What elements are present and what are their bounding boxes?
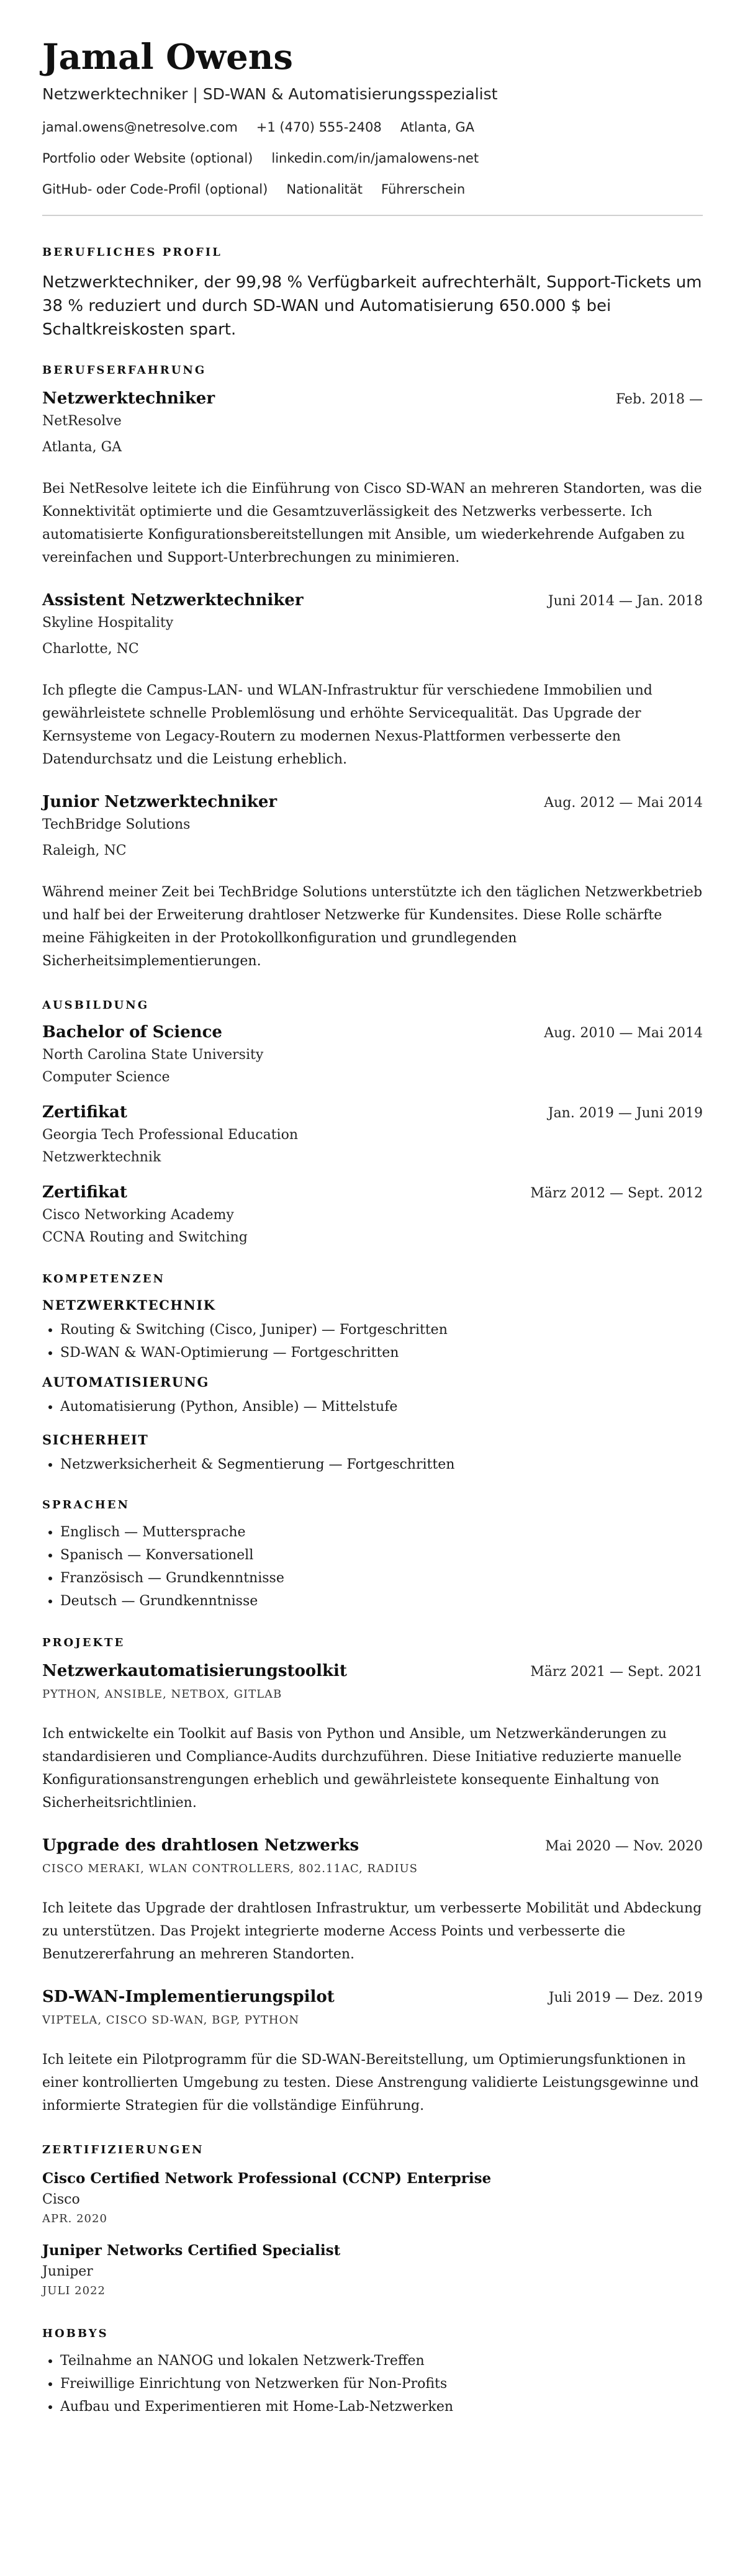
education-entry	[42, 1021, 703, 1089]
skill-item: • Automatisierung (Python, Ansible) — Mittelstufe	[60, 1395, 703, 1418]
job-location: Raleigh, NC	[42, 843, 127, 858]
field-of-study: Computer Science	[42, 1070, 170, 1085]
certification-date: JULI 2022	[42, 2284, 106, 2297]
project-entry-header	[42, 1660, 703, 1683]
language-item: • Deutsch — Grundkenntnisse	[60, 1590, 703, 1613]
education-section	[42, 998, 703, 1249]
education-entry-header	[42, 1101, 703, 1124]
degree: Bachelor of Science	[42, 1023, 222, 1042]
field-of-study: Netzwerktechnik	[42, 1150, 161, 1165]
certification-entry	[42, 2168, 703, 2228]
education-entry-header	[42, 1021, 703, 1044]
section-title-skills: KOMPETENZEN	[42, 1272, 165, 1286]
skill-item: • SD-WAN & WAN-Optimierung — Fortgeschritten	[60, 1341, 703, 1364]
candidate-headline: Netzwerktechniker | SD-WAN & Automatisierungsspezialist	[42, 85, 498, 103]
certification-date: APR. 2020	[42, 2212, 107, 2225]
experience-entry-header	[42, 589, 703, 612]
job-description: Während meiner Zeit bei TechBridge Solutions unterstützte ich den täglichen Netzwerkbetrieb und half bei der Erweiterung drahtloser Netzwerke für Kundensites. Diese Rolle schärfte meine Fähigkeiten in der Protokollkonfiguration und grundlegenden Sicherheitsimplementierungen.	[42, 885, 703, 969]
project-entry	[42, 1660, 703, 1814]
section-title-projects: PROJEKTE	[42, 1636, 125, 1649]
section-title-education: AUSBILDUNG	[42, 999, 150, 1012]
job-title: Assistent Netzwerktechniker	[42, 591, 304, 610]
certifications-section	[42, 2142, 703, 2300]
resume-header	[42, 36, 703, 199]
degree: Zertifikat	[42, 1103, 127, 1122]
hobby-item: • Teilnahme an NANOG und lokalen Netzwerk-Treffen	[60, 2349, 703, 2372]
contact-row-extra	[42, 180, 703, 199]
project-dates: März 2021 — Sept. 2021	[530, 1664, 703, 1680]
contact-email[interactable]: jamal.owens@netresolve.com	[42, 120, 238, 135]
project-dates: Juli 2019 — Dez. 2019	[548, 1990, 703, 2006]
skill-list	[42, 1453, 703, 1476]
education-entry	[42, 1181, 703, 1249]
hobby-item: • Freiwillige Einrichtung von Netzwerken für Non-Profits	[60, 2372, 703, 2395]
language-item: • Spanisch — Konversationell	[60, 1544, 703, 1567]
candidate-name: Jamal Owens	[42, 37, 293, 78]
contact-row-primary	[42, 118, 703, 137]
contact-row-links	[42, 149, 703, 168]
experience-entry	[42, 387, 703, 569]
job-description: Bei NetResolve leitete ich die Einführung von Cisco SD-WAN an mehreren Standorten, was die Konnektivität optimierte und die Gesamtzuverlässigkeit des Netzwerks verbesserte. Ich automatisierte Konfigurationsbereitstellungen mit Ansible, um wiederkehrende Aufgaben zu vereinfachen und Support-Unterbrechungen zu minimieren.	[42, 481, 702, 565]
project-description: Ich entwickelte ein Toolkit auf Basis von Python und Ansible, um Netzwerkänderungen zu standardisieren und Compliance-Audits durchzuführen. Diese Initiative reduzierte manuelle Konfigurationsanstrengungen erheblich und gewährleistete konsequente Einhaltung von Sicherheitsrichtlinien.	[42, 1726, 682, 1811]
certification-entry	[42, 2240, 703, 2300]
project-name: SD-WAN-Implementierungspilot	[42, 1988, 335, 2006]
project-description: Ich leitete ein Pilotprogramm für die SD-WAN-Bereitstellung, um Optimierungsfunktionen in einer kontrollierten Umgebung zu testen. Diese Anstrengung validierte Leistungsgewinne und informierte Strategien für die vollständige Einführung.	[42, 2052, 699, 2114]
skills-section	[42, 1271, 703, 1476]
profile-section	[42, 245, 703, 341]
contact-location: Atlanta, GA	[400, 120, 475, 135]
section-title-certifications: ZERTIFIZIERUNGEN	[42, 2143, 204, 2156]
job-description: Ich pflegte die Campus-LAN- und WLAN-Infrastruktur für verschiedene Immobilien und gewährleistete schnelle Problemlösung und erhöhte Servicequalität. Das Upgrade der Kernsysteme von Legacy-Routern zu modernen Nexus-Plattformen verbesserte den Datendurchsatz und die Leistung erheblich.	[42, 683, 652, 767]
education-dates: März 2012 — Sept. 2012	[530, 1186, 703, 1201]
job-company: NetResolve	[42, 413, 122, 429]
education-dates: Jan. 2019 — Juni 2019	[548, 1106, 703, 1121]
profile-summary: Netzwerktechniker, der 99,98 % Verfügbarkeit aufrechterhält, Support-Tickets um 38 % reduziert und durch SD-WAN und Automatisierung 650.000 $ bei Schaltkreiskosten spart.	[42, 273, 702, 339]
certification-issuer: Juniper	[42, 2264, 93, 2279]
contact-license: Führerschein	[381, 182, 466, 197]
experience-section	[42, 363, 703, 973]
hobbies-section	[42, 2326, 703, 2418]
certification-name: Juniper Networks Certified Specialist	[42, 2242, 341, 2259]
job-location: Atlanta, GA	[42, 439, 122, 455]
section-title-experience: BERUFSERFAHRUNG	[42, 364, 207, 377]
project-entry	[42, 1834, 703, 1966]
project-entry-header	[42, 1834, 703, 1857]
job-dates: Feb. 2018 —	[615, 392, 703, 407]
project-dates: Mai 2020 — Nov. 2020	[545, 1839, 703, 1854]
degree: Zertifikat	[42, 1183, 127, 1202]
skill-item: • Netzwerksicherheit & Segmentierung — Fortgeschritten	[60, 1453, 703, 1476]
section-title-profile: BERUFLICHES PROFIL	[42, 246, 222, 259]
education-entry-header	[42, 1181, 703, 1204]
job-dates: Aug. 2012 — Mai 2014	[544, 795, 703, 811]
experience-entry	[42, 791, 703, 973]
projects-section	[42, 1635, 703, 2117]
certification-name: Cisco Certified Network Professional (CCNP) Enterprise	[42, 2170, 492, 2187]
contact-linkedin[interactable]: linkedin.com/in/jamalowens-net	[271, 151, 479, 166]
job-company: Skyline Hospitality	[42, 615, 174, 631]
project-tech-stack: PYTHON, ANSIBLE, NETBOX, GITLAB	[42, 1688, 282, 1701]
institution: Georgia Tech Professional Education	[42, 1127, 298, 1143]
institution: North Carolina State University	[42, 1047, 264, 1063]
certification-issuer: Cisco	[42, 2192, 80, 2207]
field-of-study: CCNA Routing and Switching	[42, 1230, 248, 1245]
project-name: Upgrade des drahtlosen Netzwerks	[42, 1836, 359, 1855]
education-entry	[42, 1101, 703, 1169]
contact-phone[interactable]: +1 (470) 555-2408	[256, 120, 382, 135]
skill-category: AUTOMATISIERUNG	[42, 1374, 209, 1390]
header-divider	[42, 215, 703, 216]
project-entry-header	[42, 1986, 703, 2009]
project-name: Netzwerkautomatisierungstoolkit	[42, 1662, 347, 1680]
job-dates: Juni 2014 — Jan. 2018	[548, 593, 703, 609]
section-title-languages: SPRACHEN	[42, 1498, 130, 1511]
skill-category: NETZWERKTECHNIK	[42, 1297, 216, 1313]
experience-entry-header	[42, 791, 703, 814]
job-title: Junior Netzwerktechniker	[42, 793, 278, 811]
education-dates: Aug. 2010 — Mai 2014	[544, 1025, 703, 1041]
skill-list	[42, 1395, 703, 1418]
skill-category: SICHERHEIT	[42, 1432, 149, 1448]
project-tech-stack: CISCO MERAKI, WLAN CONTROLLERS, 802.11AC, RADIUS	[42, 1862, 418, 1875]
job-location: Charlotte, NC	[42, 641, 139, 657]
skill-item: • Routing & Switching (Cisco, Juniper) — Fortgeschritten	[60, 1318, 703, 1341]
contact-github[interactable]: GitHub- oder Code-Profil (optional)	[42, 182, 268, 197]
languages-section	[42, 1497, 703, 1613]
job-title: Netzwerktechniker	[42, 389, 215, 408]
language-list	[42, 1521, 703, 1613]
contact-portfolio[interactable]: Portfolio oder Website (optional)	[42, 151, 253, 166]
institution: Cisco Networking Academy	[42, 1207, 234, 1223]
hobby-item: • Aufbau und Experimentieren mit Home-Lab-Netzwerken	[60, 2395, 703, 2418]
experience-entry	[42, 589, 703, 771]
project-description: Ich leitete das Upgrade der drahtlosen Infrastruktur, um verbesserte Mobilität und Abdeckung zu unterstützen. Das Projekt integrierte moderne Access Points und verbesserte die Benutzererfahrung an mehreren Standorten.	[42, 1901, 702, 1962]
project-tech-stack: VIPTELA, CISCO SD-WAN, BGP, PYTHON	[42, 2014, 300, 2027]
hobby-list	[42, 2349, 703, 2418]
language-item: • Englisch — Muttersprache	[60, 1521, 703, 1544]
skill-list	[42, 1318, 703, 1364]
section-title-hobbies: HOBBYS	[42, 2327, 109, 2340]
job-company: TechBridge Solutions	[42, 817, 191, 832]
contact-nationality: Nationalität	[286, 182, 363, 197]
experience-entry-header	[42, 387, 703, 410]
language-item: • Französisch — Grundkenntnisse	[60, 1567, 703, 1590]
project-entry	[42, 1986, 703, 2117]
